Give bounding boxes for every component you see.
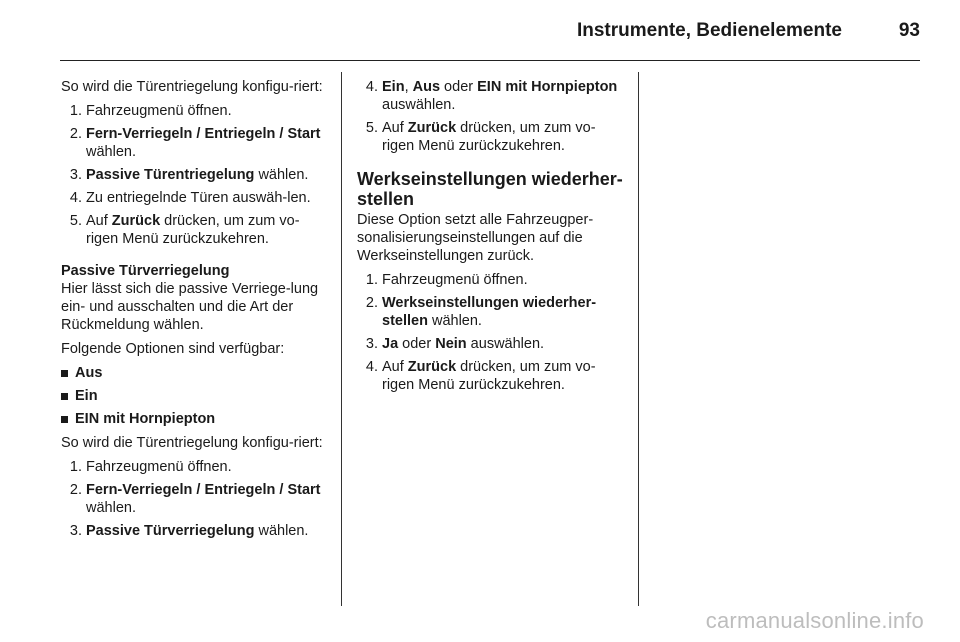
list-item: 1. Fahrzeugmenü öffnen. bbox=[69, 459, 232, 475]
option-list bbox=[61, 364, 329, 428]
list-item: 2. Fern-Verriegeln / Entriegeln / Start wählen. bbox=[69, 482, 321, 516]
step-list-door-lock bbox=[61, 458, 329, 540]
list-item: 2. Werkseinstellungen wiederher-stellen wählen. bbox=[365, 295, 597, 329]
subheading: Passive Türverriegelung bbox=[61, 263, 230, 279]
description-text: Hier lässt sich die passive Verriege-lung ein- und ausschalten und die Art der Rückmeldung wählen. bbox=[61, 281, 319, 333]
list-item: Ein bbox=[61, 387, 329, 405]
column-divider-right bbox=[638, 72, 639, 606]
list-item: 1. Fahrzeugmenü öffnen. bbox=[365, 272, 528, 288]
section-heading: Werkseinstellungen wiederher-stellen bbox=[357, 169, 623, 209]
list-item: 5. Auf Zurück drücken, um zum vo-rigen Menü zurückzukehren. bbox=[365, 120, 596, 154]
list-item: 4. Zu entriegelnde Türen auswäh-len. bbox=[69, 190, 311, 206]
list-item: 2. Fern-Verriegeln / Entriegeln / Start wählen. bbox=[69, 126, 321, 160]
column-middle bbox=[357, 78, 627, 400]
list-item: Aus bbox=[61, 364, 329, 382]
intro-text: So wird die Türentriegelung konfigu-riert: bbox=[61, 435, 323, 451]
page-header bbox=[0, 0, 960, 60]
list-item: 3. Passive Türverriegelung wählen. bbox=[69, 523, 309, 539]
watermark-text: carmanualsonline.info bbox=[705, 608, 924, 633]
list-item: 3. Passive Türentriegelung wählen. bbox=[69, 167, 309, 183]
list-item: 1. Fahrzeugmenü öffnen. bbox=[69, 103, 232, 119]
options-intro: Folgende Optionen sind verfügbar: bbox=[61, 341, 285, 357]
list-item: 3. Ja oder Nein auswählen. bbox=[365, 336, 545, 352]
bullet-icon bbox=[61, 416, 68, 423]
step-list-factory-reset bbox=[357, 271, 627, 394]
column-left bbox=[61, 78, 329, 546]
page-title: Instrumente, Bedienelemente bbox=[576, 20, 842, 41]
list-item: 4. Auf Zurück drücken, um zum vo-rigen Menü zurückzukehren. bbox=[365, 359, 596, 393]
step-list-door-unlock bbox=[61, 102, 329, 248]
list-item: EIN mit Hornpiepton bbox=[61, 410, 329, 428]
list-item: 4. Ein, Aus oder EIN mit Hornpiepton auswählen. bbox=[365, 79, 618, 113]
bullet-icon bbox=[61, 370, 68, 377]
list-item: 5. Auf Zurück drücken, um zum vo-rigen Menü zurückzukehren. bbox=[69, 213, 300, 247]
page-number: 93 bbox=[898, 20, 920, 41]
description-text: Diese Option setzt alle Fahrzeugper-sonalisierungseinstellungen auf die Werkseinstellungen zurück. bbox=[357, 212, 594, 264]
step-list-continued bbox=[357, 78, 627, 155]
column-divider-left bbox=[341, 72, 342, 606]
intro-text: So wird die Türentriegelung konfigu-riert: bbox=[61, 79, 323, 95]
bullet-icon bbox=[61, 393, 68, 400]
header-divider bbox=[60, 60, 920, 61]
